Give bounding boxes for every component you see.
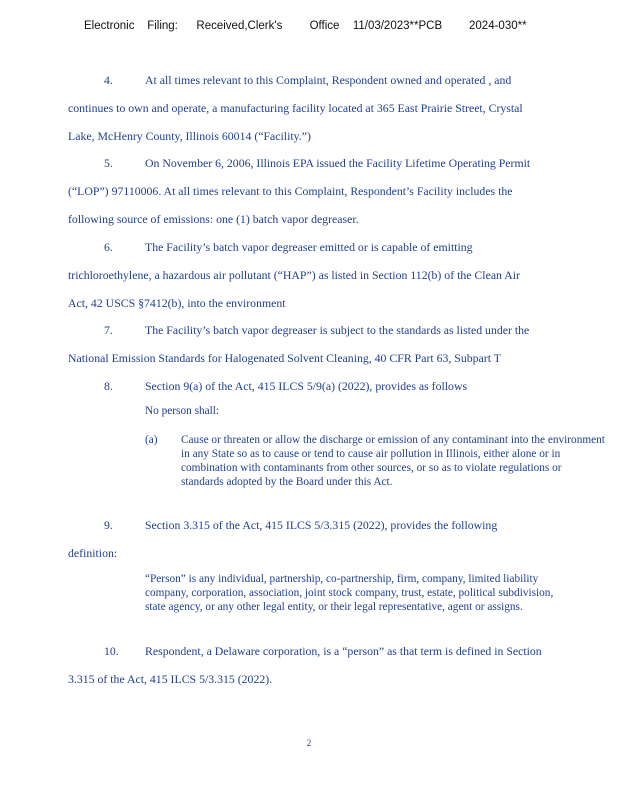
paragraph-line: At all times relevant to this Complaint, Respondent owned and operated , and <box>145 73 512 87</box>
paragraph-number: 9. <box>104 518 113 532</box>
paragraph-line: following source of emissions: one (1) batch vapor degreaser. <box>68 212 359 226</box>
header-office: Office <box>309 20 340 32</box>
paragraph-line: Section 9(a) of the Act, 415 ILCS 5/9(a) (2022), provides as follows <box>145 379 468 393</box>
paragraph-line: Section 3.315 of the Act, 415 ILCS 5/3.315 (2022), provides the following <box>145 518 498 532</box>
paragraph-9 <box>68 511 574 567</box>
paragraph-7 <box>68 316 574 372</box>
paragraph-line: National Emission Standards for Halogenated Solvent Cleaning, 40 CFR Part 63, Subpart T <box>68 351 501 365</box>
header-filing: Filing: <box>147 20 178 32</box>
paragraph-number: 7. <box>104 323 113 337</box>
statute-quote-9a <box>145 404 579 418</box>
paragraph-line: Respondent, a Delaware corporation, is a “person” as that term is defined in Section <box>145 644 542 658</box>
page-number: 2 <box>306 738 312 748</box>
paragraph-6 <box>68 233 574 317</box>
paragraph-line: 3.315 of the Act, 415 ILCS 5/3.315 (2022). <box>68 672 273 686</box>
paragraph-line: definition: <box>68 546 118 560</box>
paragraph-number: 4. <box>104 73 113 87</box>
header-electronic: Electronic <box>84 20 135 32</box>
paragraph-line: trichloroethylene, a hazardous air pollutant (“HAP”) as listed in Section 112(b) of the Clean Air <box>68 268 520 282</box>
paragraph-number: 6. <box>104 240 113 254</box>
header-case-number: 2024-030** <box>469 20 527 32</box>
paragraph-line: continues to own and operate, a manufacturing facility located at 365 East Prairie Street, Crystal <box>68 101 523 115</box>
paragraph-line: The Facility’s batch vapor degreaser emitted or is capable of emitting <box>145 240 473 254</box>
header-date: 11/03/2023**PCB <box>352 20 443 32</box>
subsection-marker: (a) <box>145 434 158 446</box>
paragraph-line: Lake, McHenry County, Illinois 60014 (“Facility.”) <box>68 129 311 143</box>
definition-text: “Person” is any individual, partnership, co-partnership, firm, company, limited liability company, corporation, association, joint stock company, trust, estate, political subdivision, state agency, or any other legal entity, or their legal representative, agent or assigns. <box>145 573 554 613</box>
paragraph-number: 8. <box>104 379 113 393</box>
paragraph-5 <box>68 149 574 233</box>
paragraph-line: (“LOP”) 97110006. At all times relevant to this Complaint, Respondent’s Facility includes the <box>68 184 513 198</box>
filing-stamp-header <box>84 20 527 32</box>
person-definition-quote <box>145 572 565 614</box>
paragraph-8 <box>68 372 574 400</box>
header-received: Received,Clerk's <box>196 20 283 32</box>
paragraph-4 <box>68 66 574 150</box>
paragraph-10 <box>68 637 574 693</box>
paragraph-number: 10. <box>104 644 119 658</box>
paragraph-line: The Facility’s batch vapor degreaser is subject to the standards as listed under the <box>145 323 530 337</box>
paragraph-line: On November 6, 2006, Illinois EPA issued the Facility Lifetime Operating Permit <box>145 156 531 170</box>
subsection-text: Cause or threaten or allow the discharge or emission of any contaminant into the environment in any State so as to cause or tend to cause air pollution in Illinois, either alone or in combination with contaminants from other sources, or so as to violate regulations or standards adopted by the Board under this Act. <box>181 434 605 488</box>
quote-intro: No person shall: <box>145 405 220 417</box>
paragraph-line: Act, 42 USCS §7412(b), into the environment <box>68 296 286 310</box>
paragraph-number: 5. <box>104 156 113 170</box>
